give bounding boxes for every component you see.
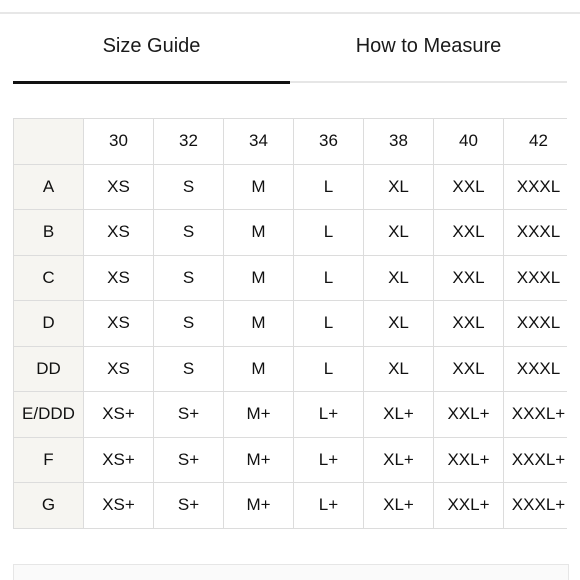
size-cell: M+ xyxy=(224,437,294,483)
cup-size-header: C xyxy=(14,255,84,301)
size-cell: XXL xyxy=(434,164,504,210)
size-cell: XS xyxy=(84,301,154,347)
size-cell: S xyxy=(154,346,224,392)
size-cell: XXL xyxy=(434,210,504,256)
size-cell: XXL xyxy=(434,301,504,347)
size-cell: XL+ xyxy=(364,483,434,529)
size-cell: L xyxy=(294,301,364,347)
table-row xyxy=(14,392,568,438)
size-cell: XL xyxy=(364,301,434,347)
size-cell: S xyxy=(154,255,224,301)
table-row xyxy=(14,346,568,392)
table-row xyxy=(14,301,568,347)
size-cell: L xyxy=(294,346,364,392)
size-cell: XL xyxy=(364,255,434,301)
size-cell: M xyxy=(224,346,294,392)
size-cell: XS xyxy=(84,255,154,301)
size-cell: S xyxy=(154,210,224,256)
tab-size-guide[interactable] xyxy=(13,14,290,84)
band-size-header: 36 xyxy=(294,119,364,165)
table-row xyxy=(14,437,568,483)
cup-size-header: F xyxy=(14,437,84,483)
band-size-header: 40 xyxy=(434,119,504,165)
size-cell: L+ xyxy=(294,392,364,438)
table-row xyxy=(14,255,568,301)
size-table-container[interactable] xyxy=(13,118,567,530)
size-cell: XXXL xyxy=(504,210,568,256)
tab-size-guide-label: Size Guide xyxy=(102,34,201,57)
size-cell: S xyxy=(154,301,224,347)
cup-size-header: G xyxy=(14,483,84,529)
size-table xyxy=(13,118,567,529)
size-cell: S+ xyxy=(154,437,224,483)
size-cell: XXXL+ xyxy=(504,437,568,483)
size-cell: XL xyxy=(364,210,434,256)
size-cell: M+ xyxy=(224,392,294,438)
size-cell: M xyxy=(224,164,294,210)
size-cell: S+ xyxy=(154,392,224,438)
table-row xyxy=(14,210,568,256)
cup-size-header: E/DDD xyxy=(14,392,84,438)
size-cell: L xyxy=(294,210,364,256)
size-cell: XS xyxy=(84,164,154,210)
size-cell: XXXL+ xyxy=(504,483,568,529)
size-cell: XL xyxy=(364,346,434,392)
size-cell: XXXL xyxy=(504,164,568,210)
cup-size-header: A xyxy=(14,164,84,210)
size-cell: L+ xyxy=(294,483,364,529)
size-cell: XXXL xyxy=(504,255,568,301)
size-cell: S+ xyxy=(154,483,224,529)
size-cell: L xyxy=(294,255,364,301)
tab-how-to-measure-label: How to Measure xyxy=(355,34,502,57)
size-cell: XXXL xyxy=(504,346,568,392)
size-cell: XL+ xyxy=(364,392,434,438)
band-size-header: 32 xyxy=(154,119,224,165)
size-cell: XXXL xyxy=(504,301,568,347)
tab-inactive-underline xyxy=(290,81,567,83)
band-size-header: 42 xyxy=(504,119,568,165)
tab-how-to-measure[interactable] xyxy=(290,14,567,84)
size-cell: M+ xyxy=(224,483,294,529)
cup-size-header: B xyxy=(14,210,84,256)
size-cell: S xyxy=(154,164,224,210)
size-cell: M xyxy=(224,301,294,347)
size-cell: XXL xyxy=(434,255,504,301)
size-cell: XS+ xyxy=(84,483,154,529)
tab-active-indicator xyxy=(13,81,290,84)
size-cell: XXL+ xyxy=(434,392,504,438)
size-cell: XXL xyxy=(434,346,504,392)
size-cell: XXL+ xyxy=(434,437,504,483)
size-cell: XS+ xyxy=(84,392,154,438)
corner-cell xyxy=(14,119,84,165)
cup-size-header: D xyxy=(14,301,84,347)
band-size-header: 34 xyxy=(224,119,294,165)
tab-bar xyxy=(13,14,567,84)
info-panel xyxy=(13,564,569,580)
table-row xyxy=(14,164,568,210)
size-cell: XXL+ xyxy=(434,483,504,529)
band-size-header: 38 xyxy=(364,119,434,165)
size-cell: XS xyxy=(84,346,154,392)
cup-size-header: DD xyxy=(14,346,84,392)
size-cell: M xyxy=(224,210,294,256)
band-size-header: 30 xyxy=(84,119,154,165)
table-row xyxy=(14,483,568,529)
size-cell: XS xyxy=(84,210,154,256)
size-cell: XXXL+ xyxy=(504,392,568,438)
band-size-header-row xyxy=(14,119,568,165)
size-cell: L+ xyxy=(294,437,364,483)
size-cell: XL+ xyxy=(364,437,434,483)
size-cell: L xyxy=(294,164,364,210)
size-cell: XL xyxy=(364,164,434,210)
size-cell: M xyxy=(224,255,294,301)
size-cell: XS+ xyxy=(84,437,154,483)
